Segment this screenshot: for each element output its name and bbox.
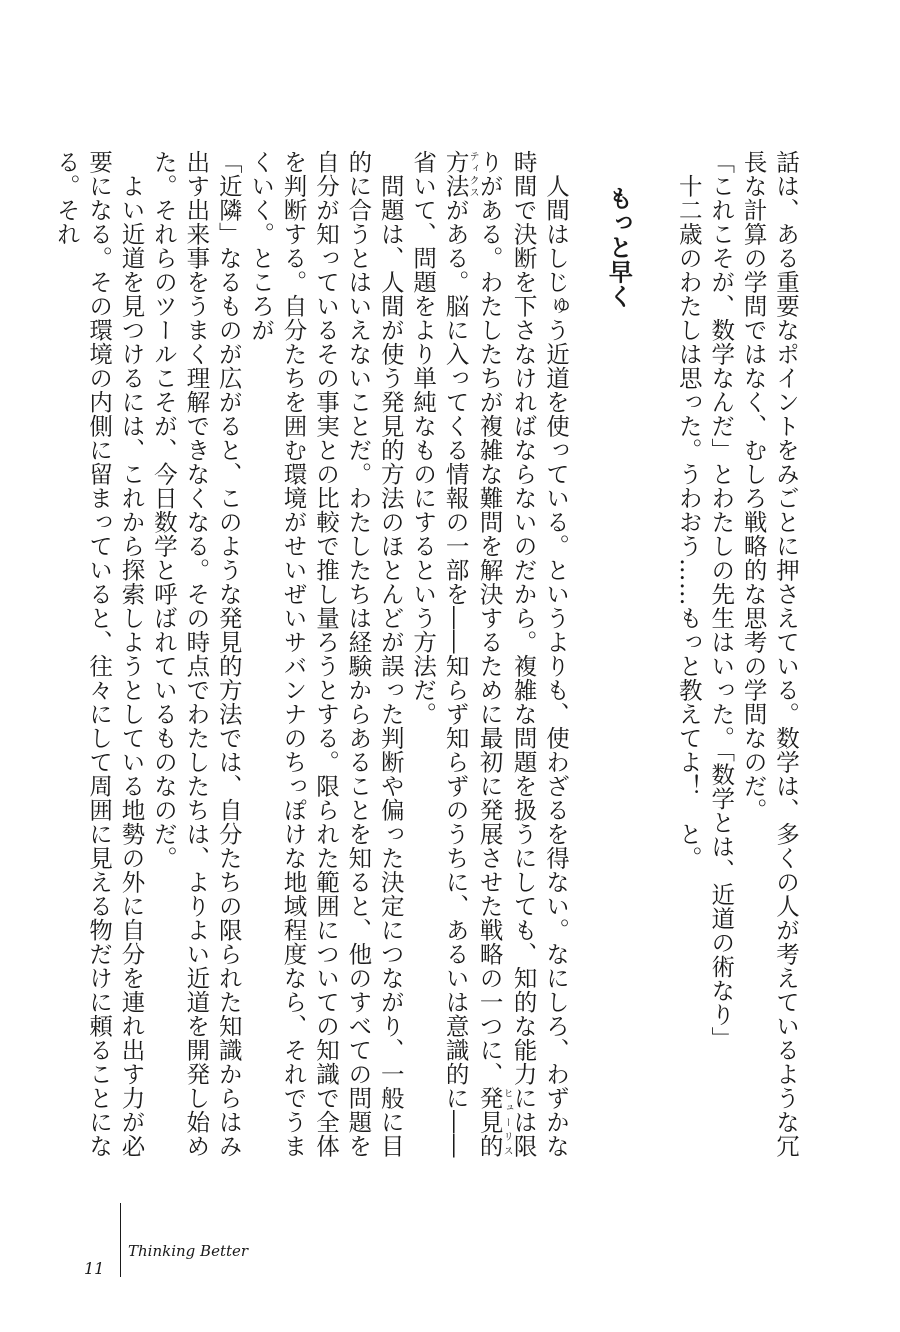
paragraph: 話は、ある重要なポイントをみごとに押さえている。数学は、多くの人が考えているような冗長な計算の学問ではなく、むしろ戦略的な思考の学問なのだ。 (739, 150, 800, 1158)
paragraph: 「これこそが、数学なんだ」とわたしの先生はいった。「数学とは、近道の術なり」 (707, 150, 736, 1051)
ruby-reading: ヒューリスティクス (467, 150, 513, 1158)
paragraph-text: がある。脳に入ってくる情報の一部を――知らず知らずのうちに、あるいは意識的に――省いて、問題をより単純なものにするという方法だ。 (409, 150, 470, 1158)
paragraph (407, 150, 572, 1160)
footer-divider (120, 1203, 121, 1277)
ruby-base: 発見的方法 (441, 150, 504, 1158)
paragraph-text: なるものが広がると、このような発見的方法では、自分たちの限られた知識からはみ出す出来事をうまく理解できなくなる。その時点でわたしたちは、よりよい近道を開発し始めた。それらのツールこそが、今日数学と呼ばれているものなのだ。 (149, 150, 243, 1158)
running-title: Thinking Better (128, 1242, 249, 1260)
paragraph: よい近道を見つけるには、これから探索しようとしている地勢の外に自分を連れ出す力が必要になる。その環境の内側に留まっていると、往々にして周囲に見える物だけに頼ることになる。それ (52, 150, 146, 1158)
paragraph-text: 人間はしじゅう近道を使っている。というよりも、使わざるを得ない。なにしろ、わずかな時間で決断を下さなければならないのだから。複雑な問題を扱うにしても、知的な能力には限りがある。わたしたちが複雑な難問を解決するために最初に発展させた戦略の一つに、 (475, 150, 570, 1158)
paragraph: 十二歳のわたしは思った。うわおう……もっと教えてよ！ と。 (674, 173, 703, 870)
page-number: 11 (84, 1259, 105, 1278)
section-heading: もっと早く (604, 186, 633, 309)
vertical-text-body (50, 150, 802, 1160)
bracket-word: 「近隣」 (214, 150, 243, 246)
paragraph (148, 150, 245, 1160)
paragraph: 問題は、人間が使う発見的方法のほとんどが誤った判断や偏った決定につながり、一般に目的に合うとはいえないことだ。わたしたちは経験からあることを知ると、他のすべての問題を自分が知っているその事実との比較で推し量ろうとする。限られた範囲についての知識で全体を判断する。自分たちを囲む環境がせいぜいサバンナのちっぽけな地域程度なら、それでうまくいく。ところが (247, 150, 405, 1158)
